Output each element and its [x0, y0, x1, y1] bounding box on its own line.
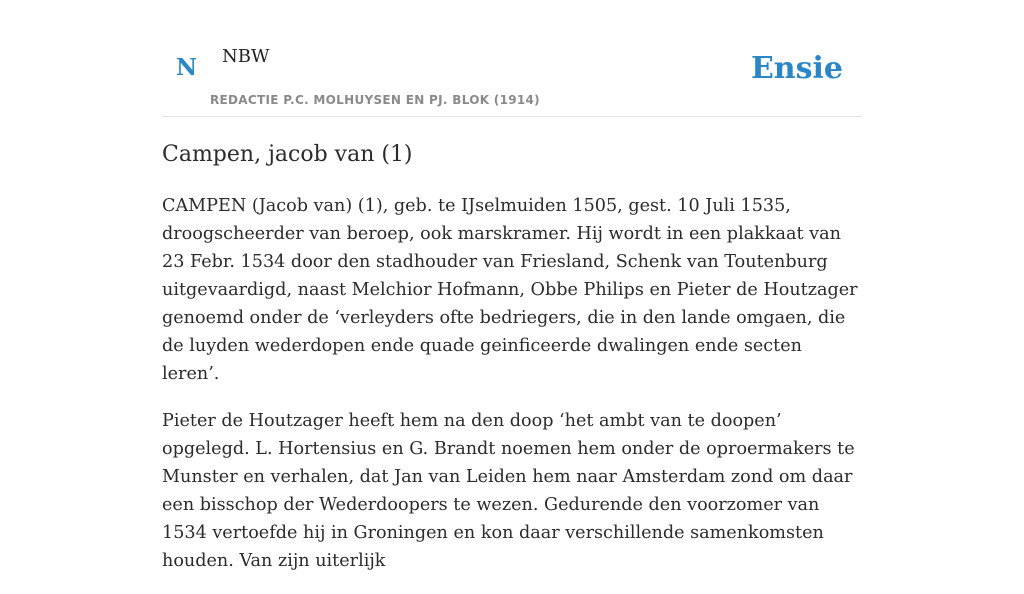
brand-logo[interactable]: Ensie: [750, 51, 843, 86]
source-name[interactable]: NBW: [222, 46, 270, 67]
article-paragraph: Pieter de Houtzager heeft hem na den doop ‘het ambt van te doopen’ opgelegd. L. Hortensius en G. Brandt noemen hem onder de oproermakers te Munster en verhalen, dat Jan van Leiden hem naar Amsterdam zond om daar een bisschop der Wederdoopers te wezen. Gedurende den voorzomer van 1534 vertoefde hij in Groningen en kon daar verschillende samenkomsten houden. Van zijn uiterlijk: [162, 411, 855, 571]
article-body: [162, 192, 862, 594]
article-paragraph: CAMPEN (Jacob van) (1), geb. te IJselmuiden 1505, gest. 10 Juli 1535, droogscheerder van beroep, ook marskramer. Hij wordt in een plakkaat van 23 Febr. 1534 door den stadhouder van Friesland, Schenk van Toutenburg uitgevaardigd, naast Melchior Hofmann, Obbe Philips en Pieter de Houtzager genoemd onder de ‘verleyders ofte bedriegers, die in den lande omgaen, die de luyden wederdopen ende quade geinficeerde dwalingen ende secten leren’.: [162, 196, 858, 384]
source-logo-icon[interactable]: N: [176, 54, 198, 81]
source-subtitle: REDACTIE P.C. MOLHUYSEN EN PJ. BLOK (1914): [210, 93, 540, 107]
site-header: [162, 0, 862, 117]
article-title: Campen, jacob van (1): [162, 142, 413, 167]
